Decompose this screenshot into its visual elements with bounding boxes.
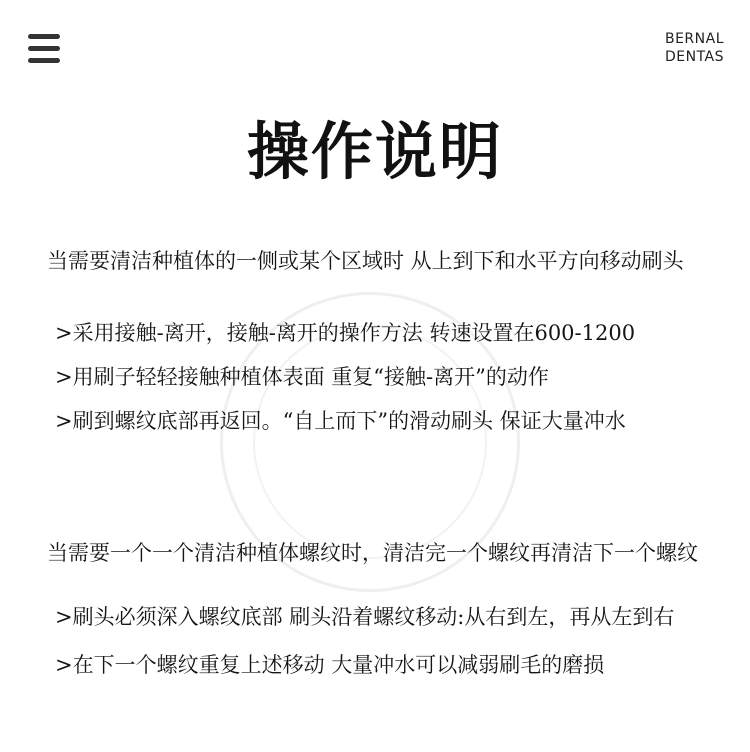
page-title: 操作说明 (246, 115, 503, 188)
section1-bullet-2: >用刷子轻轻接触种植体表面 重复“接触-离开”的动作 (55, 365, 549, 389)
section2-bullet-2: >在下一个螺纹重复上述移动 大量冲水可以减弱刷毛的磨损 (55, 653, 605, 677)
section2-bullet-1: >刷头必须深入螺纹底部 刷头沿着螺纹移动:从右到左，再从左到右 (55, 605, 675, 629)
section1-bullet-3: >刷到螺纹底部再返回。“自上而下”的滑动刷头 保证大量冲水 (55, 409, 626, 433)
hamburger-menu-icon[interactable] (28, 34, 60, 64)
section1-intro: 当需要清洁种植体的一侧或某个区域时 从上到下和水平方向移动刷头 (47, 249, 684, 273)
brand-logo (665, 30, 724, 66)
brand-line-2: DENTAS (664, 49, 724, 65)
section1-bullet-1: >采用接触-离开，接触-离开的操作方法 转速设置在600-1200 (55, 321, 636, 345)
section2-intro: 当需要一个一个清洁种植体螺纹时，清洁完一个螺纹再清洁下一个螺纹 (47, 541, 698, 565)
brand-line-1: BERNAL (664, 31, 724, 47)
